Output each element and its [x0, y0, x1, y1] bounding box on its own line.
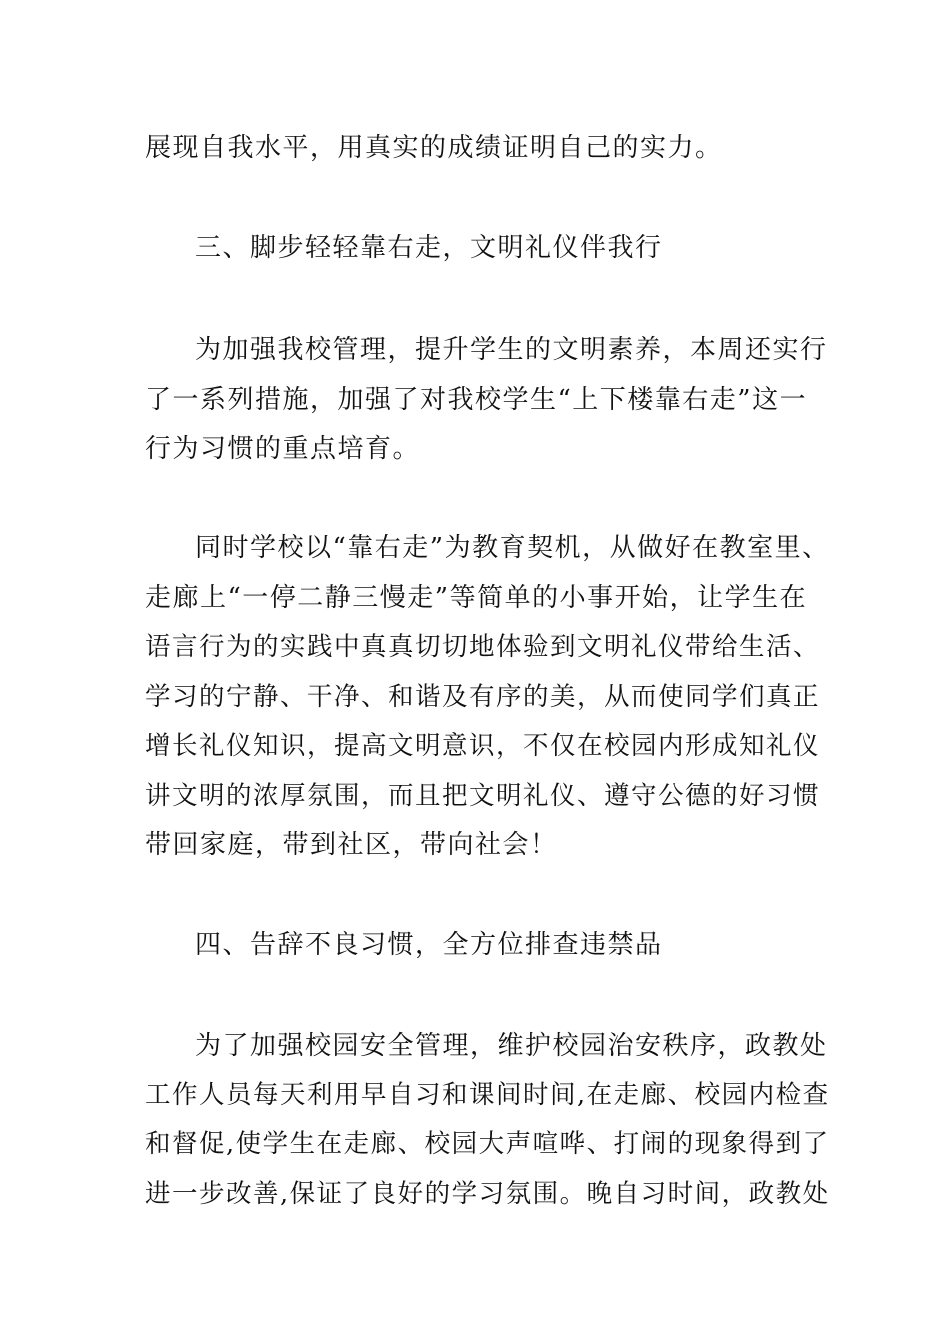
paragraph-line: 行为习惯的重点培育。 [145, 434, 421, 464]
paragraph-line: 工作人员每天利用早自习和课间时间,在走廊、校园内检查 [145, 1080, 830, 1110]
paragraph-line: 为了加强校园安全管理，维护校园治安秩序，政教处 [195, 1031, 828, 1061]
section-heading-4: 四、告辞不良习惯，全方位排查违禁品 [195, 930, 663, 960]
paragraph-line: 了一系列措施，加强了对我校学生“上下楼靠右走”这一 [145, 385, 808, 415]
paragraph-line: 讲文明的浓厚氛围，而且把文明礼仪、遵守公德的好习惯 [145, 781, 821, 811]
paragraph-line: 为加强我校管理，提升学生的文明素养，本周还实行 [195, 335, 828, 365]
paragraph-line: 带回家庭，带到社区，带向社会！ [145, 830, 558, 860]
paragraph-line: 语言行为的实践中真真切切地体验到文明礼仪带给生活、 [145, 632, 821, 662]
paragraph-line: 和督促,使学生在走廊、校园大声喧哗、打闹的现象得到了 [145, 1129, 830, 1159]
section-heading-3: 三、脚步轻轻靠右走，文明礼仪伴我行 [195, 233, 663, 263]
paragraph-line: 同时学校以“靠右走”为教育契机，从做好在教室里、 [195, 533, 830, 563]
paragraph-line: 增长礼仪知识，提高文明意识，不仅在校园内形成知礼仪 [145, 731, 821, 761]
paragraph-line: 学习的宁静、干净、和谐及有序的美，从而使同学们真正 [145, 682, 821, 712]
paragraph-line: 走廊上“一停二静三慢走”等简单的小事开始，让学生在 [145, 583, 808, 613]
paragraph-tail-line: 展现自我水平，用真实的成绩证明自己的实力。 [145, 133, 723, 163]
paragraph-line: 进一步改善,保证了良好的学习氛围。晚自习时间，政教处 [145, 1179, 830, 1209]
